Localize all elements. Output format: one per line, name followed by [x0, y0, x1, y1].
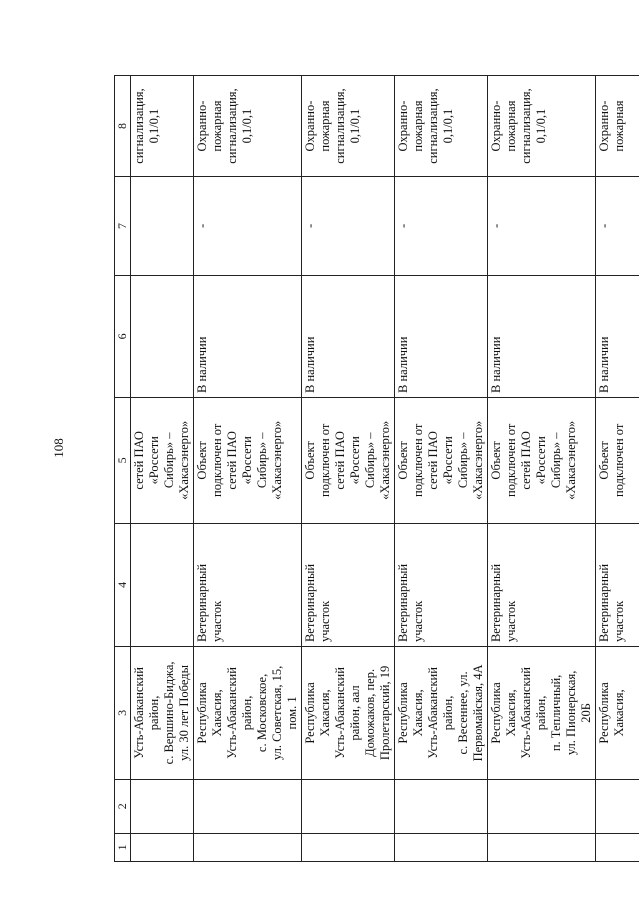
table-row	[194, 76, 302, 862]
cell-text-line: участок	[612, 600, 626, 643]
cell-connection	[302, 397, 395, 523]
cell-text-line: 0,1/0,1	[240, 108, 254, 144]
column-number: 4	[115, 523, 131, 646]
cell-alarm	[194, 76, 302, 177]
cell-text-line: район,	[240, 695, 254, 731]
cell-text-line: ул. Советская, 15,	[270, 665, 284, 761]
cell-purpose	[488, 523, 596, 646]
cell-purpose	[302, 523, 395, 646]
cell-text-line: 0,1/0,1	[147, 108, 161, 144]
cell-col1	[395, 833, 488, 861]
column-number: 7	[115, 177, 131, 276]
cell-address	[596, 647, 639, 780]
cell-text-line: район,	[534, 695, 548, 731]
cell-text-line: «Хакасэнерго»	[471, 420, 485, 500]
cell-text-line: пожарная	[612, 100, 626, 152]
cell-col7: -	[395, 177, 488, 276]
cell-text-line: Республика	[489, 682, 503, 744]
cell-text-line: Усть-Абаканский	[225, 667, 239, 759]
cell-availability: В наличии	[488, 275, 596, 397]
cell-text-line: Усть-Абаканский	[519, 667, 533, 759]
cell-text-line: Ветеринарный	[489, 563, 503, 643]
cell-col2	[302, 779, 395, 833]
cell-alarm	[302, 76, 395, 177]
cell-text-line: Республика	[303, 682, 317, 744]
cell-text-line: Усть-Абаканский	[426, 667, 440, 759]
cell-text-line: Ветеринарный	[303, 563, 317, 643]
cell-text-line: Ветеринарный	[396, 563, 410, 643]
cell-purpose	[131, 523, 194, 646]
cell-col2	[488, 779, 596, 833]
cell-connection	[131, 397, 194, 523]
cell-address	[194, 647, 302, 780]
cell-text-line: район, аал	[348, 685, 362, 741]
cell-text-line: сетей ПАО	[519, 431, 533, 490]
cell-text-line: сигнализация,	[519, 88, 533, 164]
cell-text-line: Охранно-	[396, 100, 410, 152]
cell-text-line: Сибирь» –	[549, 432, 563, 489]
cell-text-line: сетей ПАО	[132, 431, 146, 490]
cell-text-line: Первомайская, 4А	[471, 664, 485, 762]
cell-text-line: сетей ПАО	[225, 431, 239, 490]
cell-text-line: Усть-Абаканский	[132, 667, 146, 759]
cell-text-line: «Россети	[534, 436, 548, 485]
rotated-table-container	[114, 75, 626, 862]
cell-alarm	[488, 76, 596, 177]
cell-text-line: Республика	[396, 682, 410, 744]
cell-text-line: сигнализация,	[132, 88, 146, 164]
table-row	[395, 76, 488, 862]
cell-text-line: Объект	[396, 441, 410, 480]
cell-text-line: Пролетарский, 19	[378, 665, 392, 761]
cell-text-line: ул. 30 лет Победы	[177, 665, 191, 761]
cell-text-line: «Хакасэнерго»	[378, 420, 392, 500]
column-number: 2	[115, 779, 131, 833]
cell-connection	[395, 397, 488, 523]
cell-text-line: пожарная	[411, 100, 425, 152]
cell-connection	[596, 397, 639, 523]
cell-col2	[131, 779, 194, 833]
cell-connection	[194, 397, 302, 523]
cell-text-line: Охранно-	[489, 100, 503, 152]
cell-text-line: Сибирь» –	[456, 432, 470, 489]
cell-text-line: участок	[504, 600, 518, 643]
cell-col1	[488, 833, 596, 861]
cell-text-line: Охранно-	[303, 100, 317, 152]
cell-text-line: Хакасия,	[318, 689, 332, 737]
column-number: 5	[115, 397, 131, 523]
cell-text-line: «Россети	[147, 436, 161, 485]
cell-availability	[131, 275, 194, 397]
cell-availability: В наличии	[194, 275, 302, 397]
cell-text-line: Ветеринарный	[195, 563, 209, 643]
cell-address	[131, 647, 194, 780]
cell-col7: -	[488, 177, 596, 276]
cell-availability: В наличии	[302, 275, 395, 397]
cell-text-line: Республика	[597, 682, 611, 744]
cell-text-line: Хакасия,	[504, 689, 518, 737]
cell-text-line: «Хакасэнерго»	[177, 420, 191, 500]
cell-text-line: подключен от	[318, 423, 332, 497]
cell-text-line: Объект	[597, 441, 611, 480]
cell-address	[488, 647, 596, 780]
cell-text-line: сетей ПАО	[426, 431, 440, 490]
cell-col1	[131, 833, 194, 861]
cell-text-line: 0,1/0,1	[534, 108, 548, 144]
cell-text-line: сигнализация,	[333, 88, 347, 164]
cell-text-line: Усть-Абаканский	[333, 667, 347, 759]
cell-col7: -	[302, 177, 395, 276]
cell-text-line: 0,1/0,1	[348, 108, 362, 144]
column-number: 3	[115, 647, 131, 780]
cell-text-line: Сибирь» –	[255, 432, 269, 489]
column-number-row	[115, 76, 131, 862]
cell-col7	[131, 177, 194, 276]
cell-address	[302, 647, 395, 780]
cell-col2	[395, 779, 488, 833]
cell-text-line: с. Московское,	[255, 673, 269, 753]
cell-text-line: ул. Пионерская,	[564, 670, 578, 756]
property-table	[114, 75, 639, 862]
cell-text-line: сигнализация,	[225, 88, 239, 164]
cell-text-line: сигнализация,	[426, 88, 440, 164]
cell-text-line: район,	[441, 695, 455, 731]
cell-col1	[194, 833, 302, 861]
cell-text-line: Хакасия,	[411, 689, 425, 737]
cell-text-line: участок	[411, 600, 425, 643]
cell-purpose	[596, 523, 639, 646]
page-number: 108	[51, 438, 66, 458]
column-number: 1	[115, 833, 131, 861]
cell-availability: В наличии	[395, 275, 488, 397]
cell-address	[395, 647, 488, 780]
cell-text-line: Объект	[303, 441, 317, 480]
cell-text-line: район,	[147, 695, 161, 731]
cell-text-line: сетей ПАО	[333, 431, 347, 490]
cell-text-line: подключен от	[612, 423, 626, 497]
cell-text-line: с. Весеннее, ул.	[456, 671, 470, 755]
cell-text-line: «Россети	[240, 436, 254, 485]
cell-col2	[194, 779, 302, 833]
cell-col1	[596, 833, 639, 861]
cell-alarm	[395, 76, 488, 177]
table-row	[488, 76, 596, 862]
cell-text-line: Доможаков, пер.	[363, 668, 377, 757]
cell-text-line: подключен от	[504, 423, 518, 497]
cell-text-line: Ветеринарный	[597, 563, 611, 643]
cell-text-line: пожарная	[504, 100, 518, 152]
cell-text-line: Объект	[489, 441, 503, 480]
cell-text-line: пожарная	[318, 100, 332, 152]
cell-text-line: «Россети	[348, 436, 362, 485]
cell-text-line: участок	[318, 600, 332, 643]
cell-availability: В наличии	[596, 275, 639, 397]
table-row	[302, 76, 395, 862]
cell-col2	[596, 779, 639, 833]
cell-text-line: участок	[210, 600, 224, 643]
cell-text-line: «Хакасэнерго»	[270, 420, 284, 500]
cell-text-line: «Россети	[441, 436, 455, 485]
table-row	[131, 76, 194, 862]
cell-text-line: Республика	[195, 682, 209, 744]
cell-text-line: «Хакасэнерго»	[564, 420, 578, 500]
cell-text-line: пом. 1	[285, 696, 299, 730]
cell-connection	[488, 397, 596, 523]
cell-purpose	[194, 523, 302, 646]
cell-text-line: подключен от	[210, 423, 224, 497]
cell-alarm	[131, 76, 194, 177]
column-number: 8	[115, 76, 131, 177]
cell-col1	[302, 833, 395, 861]
cell-text-line: п. Тепличный,	[549, 674, 563, 752]
cell-text-line: подключен от	[411, 423, 425, 497]
table-body	[115, 76, 639, 862]
cell-text-line: Хакасия,	[612, 689, 626, 737]
column-number: 6	[115, 275, 131, 397]
cell-text-line: Сибирь» –	[162, 432, 176, 489]
cell-text-line: 20Б	[579, 703, 593, 723]
cell-text-line: Объект	[195, 441, 209, 480]
cell-purpose	[395, 523, 488, 646]
cell-text-line: пожарная	[210, 100, 224, 152]
cell-text-line: 0,1/0,1	[441, 108, 455, 144]
cell-text-line: Охранно-	[597, 100, 611, 152]
cell-text-line: Охранно-	[195, 100, 209, 152]
table-row	[596, 76, 639, 862]
cell-col7: -	[596, 177, 639, 276]
cell-text-line: Сибирь» –	[363, 432, 377, 489]
cell-text-line: Хакасия,	[210, 689, 224, 737]
cell-text-line: с. Вершино-Биджа,	[162, 661, 176, 765]
cell-alarm	[596, 76, 639, 177]
cell-col7: -	[194, 177, 302, 276]
